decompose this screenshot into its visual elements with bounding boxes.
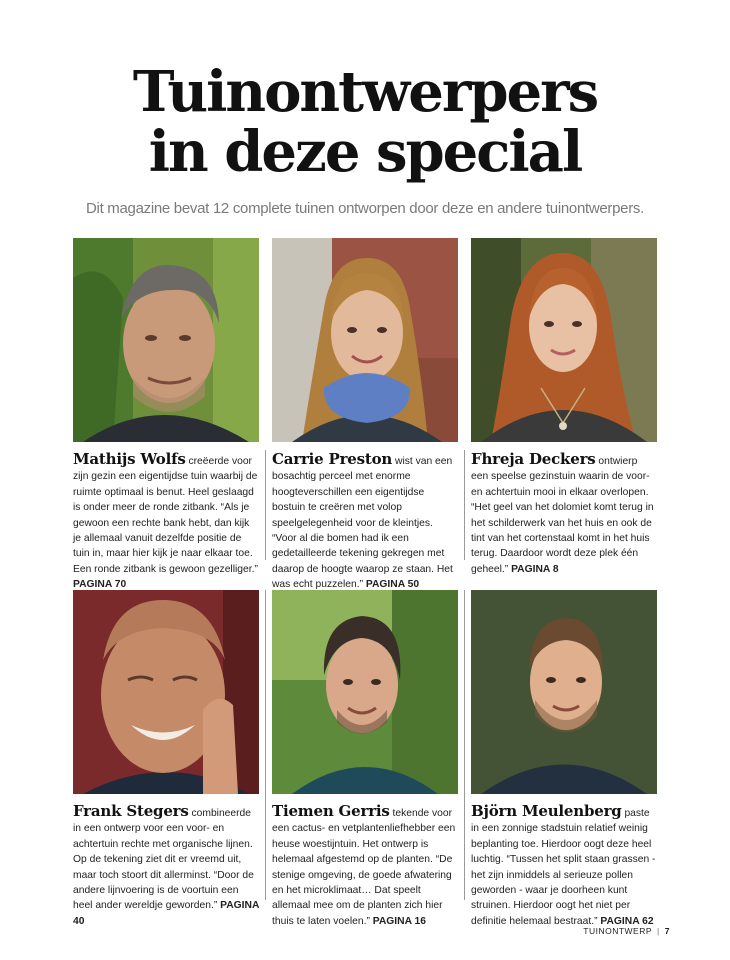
- page-reference: PAGINA 16: [372, 915, 426, 927]
- designer-name: Frank Stegers: [73, 802, 189, 820]
- portrait-photo: [272, 238, 458, 442]
- footer-separator: |: [657, 926, 660, 936]
- page-reference: PAGINA 62: [600, 915, 654, 927]
- title-line-2: in deze special: [148, 119, 582, 185]
- subtitle: Dit magazine bevat 12 complete tuinen ontworpen door deze en andere tuinontwerpers.: [86, 200, 644, 217]
- title-line-1: Tuinontwerpers: [132, 59, 598, 125]
- designer-bio: [471, 452, 657, 577]
- page-title: [0, 59, 730, 185]
- designer-description: wist van een bosachtig perceel met enorme hoogteverschillen een eigentijdse bostuin te creëren met volop speelgelegenheid voor de kleintjes. “Voor al die bomen had ik een gedetailleerde tekening gekregen met daarop de hoogte waarop ze staan. Het was echt puzzelen.”: [272, 456, 453, 591]
- footer-page-number: 7: [664, 926, 670, 936]
- designer-bio: [471, 804, 657, 929]
- designer-card-mathijs-wolfs: [73, 238, 259, 593]
- designer-name: Björn Meulenberg: [471, 802, 622, 820]
- designer-name: Fhreja Deckers: [471, 450, 596, 468]
- portrait-photo: [471, 238, 657, 442]
- designer-description: paste in een zonnige stadstuin relatief weinig beplanting toe. Hierdoor oogt deze heel luchtig. “Tussen het split staan grassen - het zijn inmiddels al serieuze pollen geworden - waar je doorheen kunt struinen. Hierdoor oogt het niet per definitie helemaal bestraat.”: [471, 808, 656, 927]
- footer-section: TUINONTWERP: [583, 926, 653, 936]
- designer-bio: [272, 804, 458, 929]
- designer-description: combineerde in een ontwerp voor een voor- en achtertuin rechte met organische lijnen. Op de tekening ziet dit er vreemd uit, maar toch stoort dit allerminst. “Door de andere lijnvoering is de voortuin een heel ander wereldje geworden.”: [73, 808, 254, 912]
- designer-name: Tiemen Gerris: [272, 802, 390, 820]
- portrait-photo: [73, 590, 259, 794]
- portrait-photo: [73, 238, 259, 442]
- page-footer: [583, 926, 670, 936]
- column-divider: [265, 590, 266, 900]
- designer-description: tekende voor een cactus- en vetplantenliefhebber een heuse woestijntuin. Het ontwerp is helemaal afgestemd op de planten. “De stenige omgeving, de goede afwatering en het microklimaat… Dat speelt allemaal mee om de planten zich hier thuis te laten voelen.”: [272, 808, 456, 927]
- designer-bio: [272, 452, 458, 593]
- designer-name: Carrie Preston: [272, 450, 393, 468]
- designer-card-carrie-preston: [272, 238, 458, 593]
- designer-bio: [73, 452, 259, 593]
- designer-card-tiemen-gerris: [272, 590, 458, 929]
- designer-bio: [73, 804, 259, 929]
- designer-description: creëerde voor zijn gezin een eigentijdse tuin waarbij de ruimte optimaal is benut. Heel geslaagd is onder meer de ronde zitbank. “Als je gewoon een rechte bank hebt, dan kijk je allemaal vanuit dezelfde positie de tuin in, maar hier kijk je naar elkaar toe. Een ronde zitbank is gewoon gezelliger.”: [73, 456, 258, 575]
- page-reference: PAGINA 40: [73, 900, 260, 927]
- column-divider: [464, 590, 465, 900]
- portrait-photo: [471, 590, 657, 794]
- page-reference: PAGINA 8: [511, 563, 559, 575]
- page-reference: PAGINA 50: [365, 579, 420, 591]
- designer-card-frank-stegers: [73, 590, 259, 929]
- designer-description: ontwierp een speelse gezinstuin waarin de voor- en achtertuin mooi in elkaar overlopen. “Het geel van het dolomiet komt terug in het schilderwerk van het huis en ook de tint van het cortenstaal komt in het huis terug. Daardoor wordt deze plek één geheel.”: [471, 456, 654, 575]
- portrait-photo: [272, 590, 458, 794]
- column-divider: [464, 450, 465, 560]
- page-reference: PAGINA 70: [73, 579, 127, 591]
- designer-name: Mathijs Wolfs: [73, 450, 186, 468]
- column-divider: [265, 450, 266, 560]
- designer-card-bjorn-meulenberg: [471, 590, 657, 929]
- designer-card-fhreja-deckers: [471, 238, 657, 577]
